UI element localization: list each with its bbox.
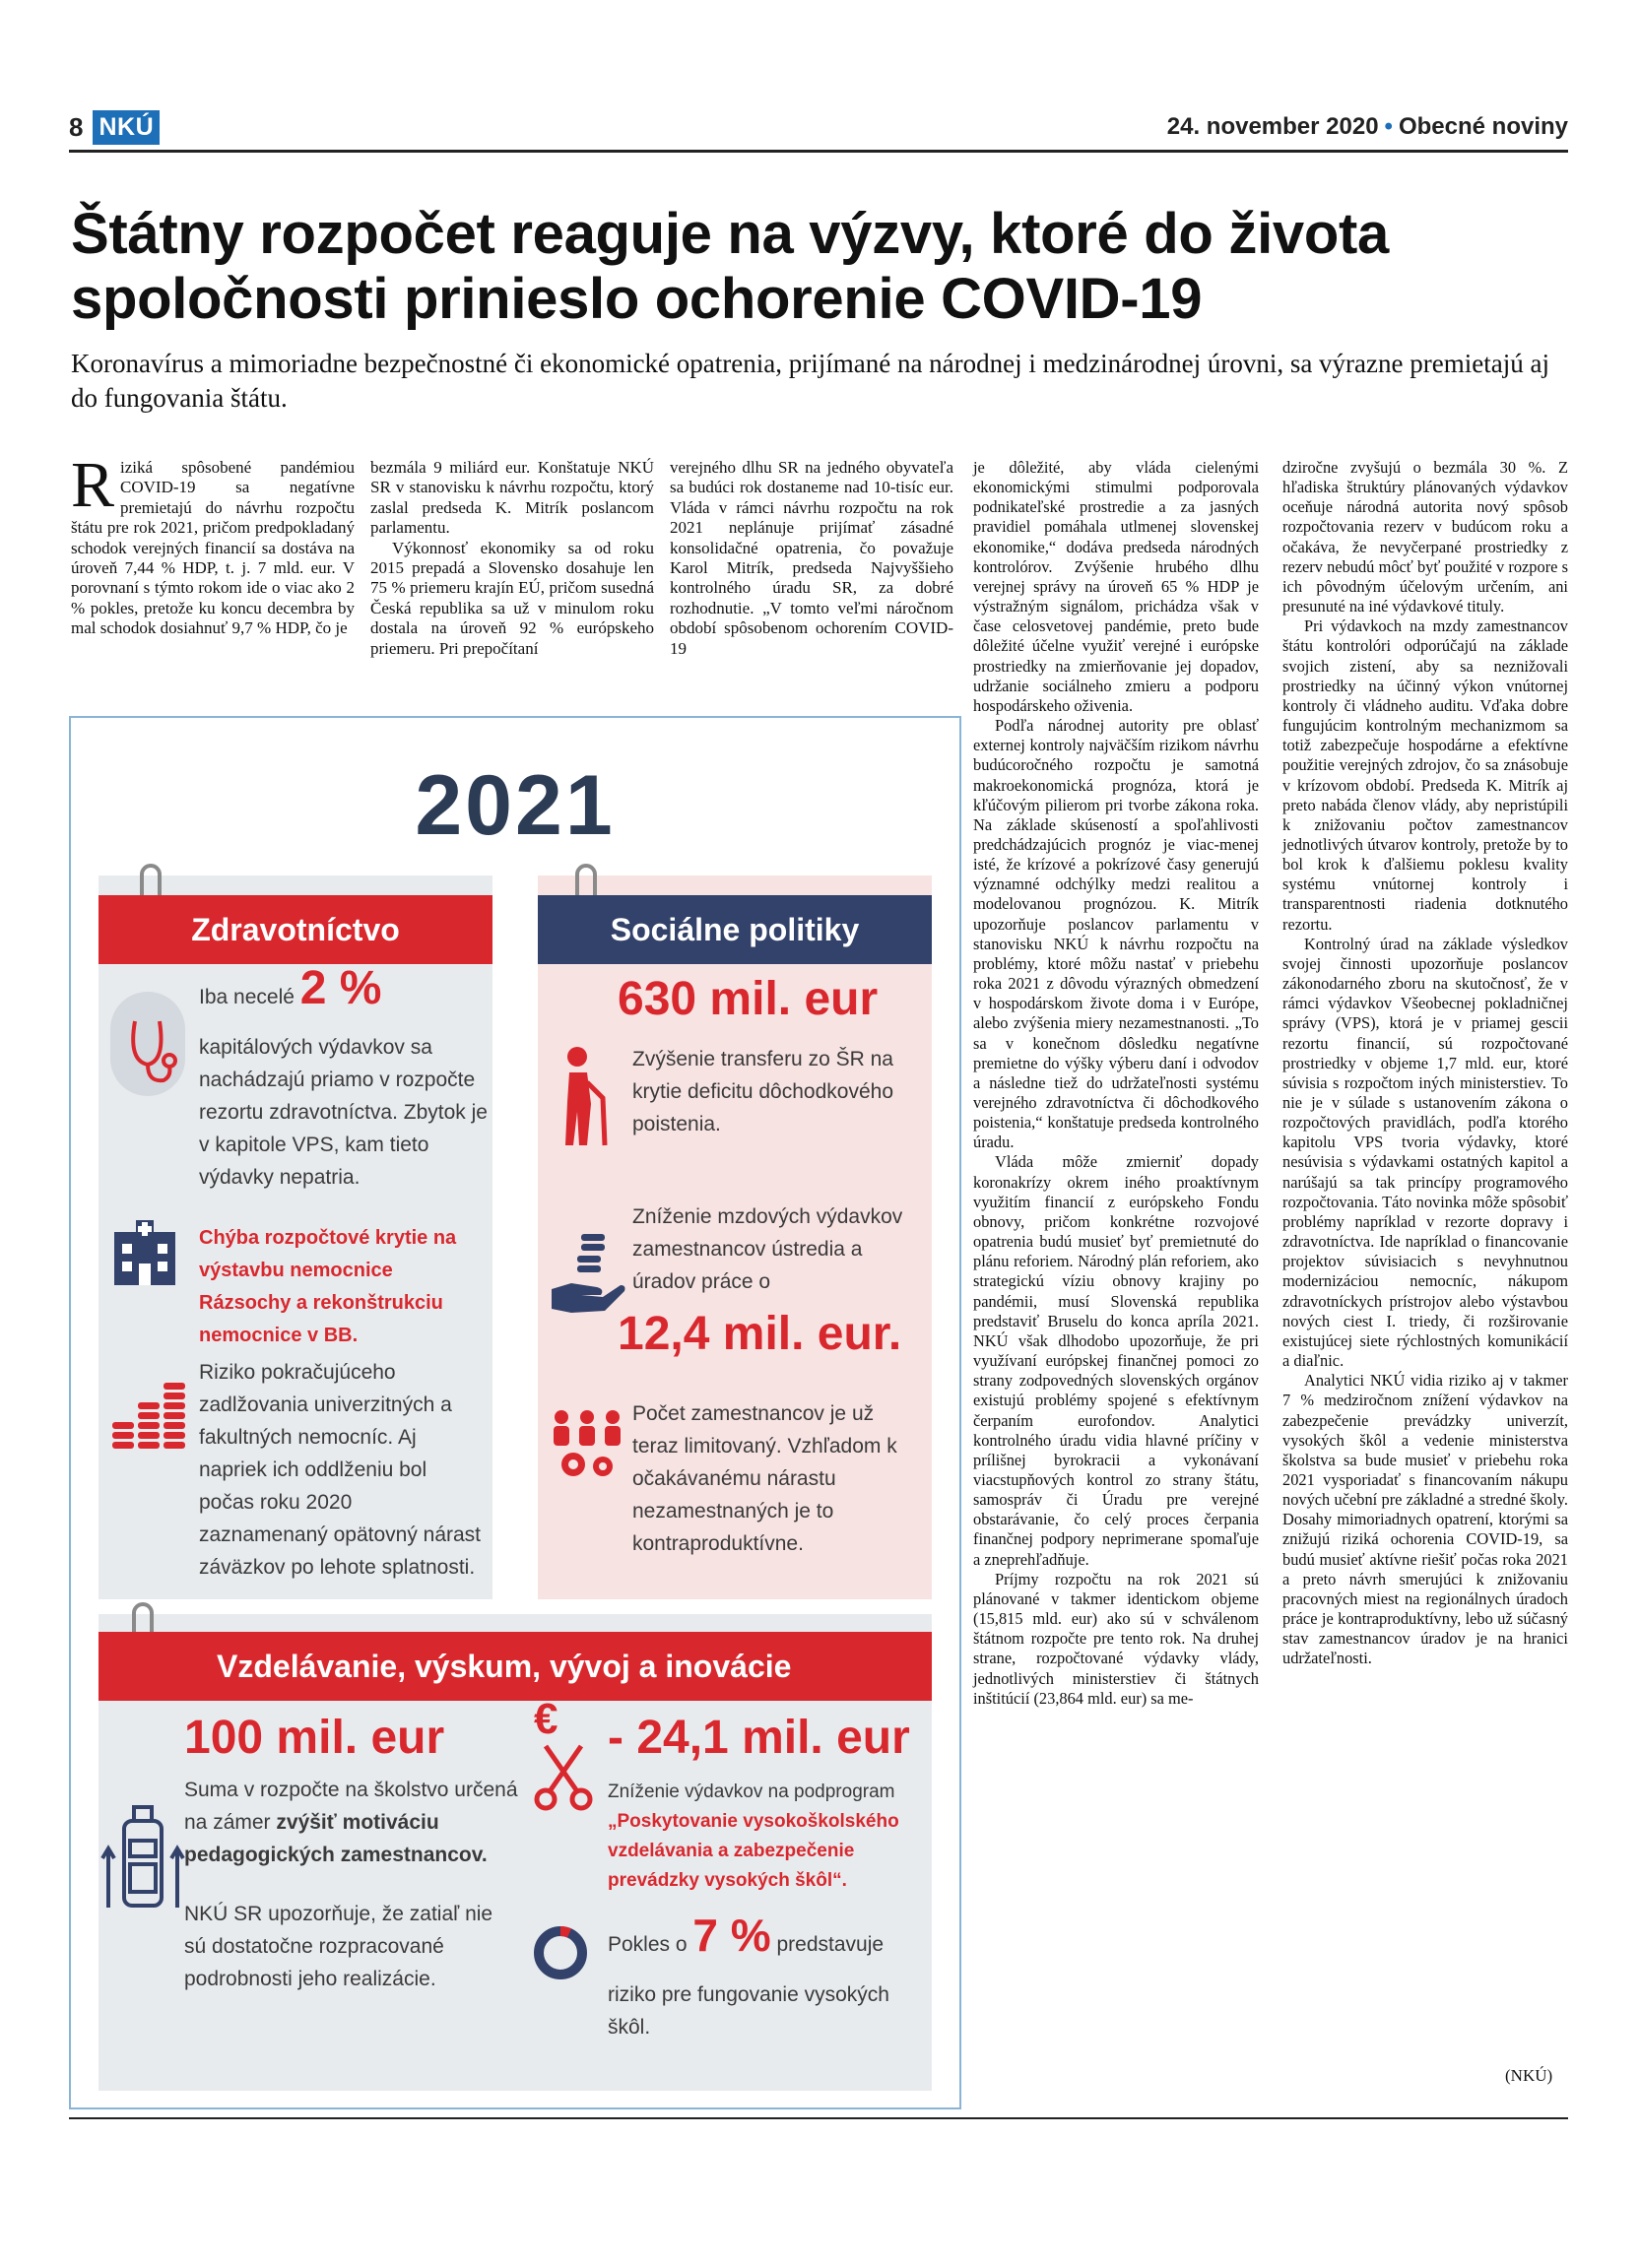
euro-sign-icon: € [534,1695,558,1743]
education-warning-text: NKÚ SR upozorňuje, že zatiaľ nie sú dostatočne rozpracované podrobnosti jeho realizácie. [184,1903,493,1990]
scissors-icon-graphic [534,1742,593,1811]
education-motivation-strong: zvýšiť motiváciu pedagogických zamestnancov. [184,1811,488,1866]
coin-stacks-icon [110,1373,189,1450]
social-big-figure-2: 12,4 mil. eur. [618,1308,902,1360]
health-capital-text: kapitálových výdavkov sa nachádzajú priamo v rozpočte rezortu zdravotníctva. Zbytok je v kapitole VPS, kam tieto výdavky nepatria. [199,1036,488,1189]
infographic-year: 2021 [415,758,616,853]
education-subprogram-text [608,1778,923,1896]
column-4 [973,458,1259,1709]
elderly-person-icon [548,1043,617,1151]
social-banner: Sociálne politiky [538,895,932,964]
drop-cap: R [71,449,115,521]
article-lead: Koronavírus a mimoriadne bezpečnostné či ekonomické opatrenia, prijímané na národnej i medzinárodnej úrovni, sa výrazne premietajú aj do fungovania štátu. [71,349,1549,413]
column-3 [670,458,953,659]
education-decline-risk: riziko pre fungovanie vysokých škôl. [608,1983,889,2039]
pie-chart-icon-graphic [532,1924,589,1981]
social-staff-text: Počet zamestnancov je už teraz limitovaný. Vzhľadom k očakávanému nárastu nezamestnaných je to kontraproduktívne. [632,1402,897,1555]
coin-stacks-icon-graphic [110,1373,189,1450]
header-dateline [1167,113,1568,141]
column-3-paragraph: verejného dlhu SR na jedného obyvateľa sa budúci rok dostaneme nad 10-tisíc eur. Vláda v rámci návrhu rozpočtu na rok 2021 neplánuje prijímať zásadné konsolidačné opatrenia, čo považuje Karol Mitrík, predseda Najvyššieho kontrolného úradu SR, za dobré rozhodnutie. „V tomto veľmi náročnom období spôsobenom ochorením COVID-19 [670,458,953,658]
school-backpack-icon [100,1791,185,1910]
column-2-paragraph-1: bezmála 9 miliárd eur. Konštatuje NKÚ SR v stanovisku k návrhu rozpočtu, ktorý zaslal predseda K. Mitrík poslancom parlamentu. [370,458,654,538]
column-4-paragraph-3: Vláda môže zmierniť dopady koronakrízy okrem iného proaktívnym využitím financií z európskeho Fondu obnovy, pričom konkrétne rozvojové opatrenia budú musieť byť premietnuté do plánu reforiem. Národný plán reforiem, ako strategickú víziu obnovy krajiny po pandémii, musí Slovenská republika predstaviť Bruselu do konca apríla 2021. NKÚ však dlhodobo upozorňuje, že pri využívaní európskej finančnej pomoci zo strany zodpovedných slovenských orgánov existujú problémy spojené s efektívnym čerpaním eurofondov. Analytici kontrolného úradu vidia hlavné príčiny v prílišnej byrokracii a vykonávaní viacstupňových kontrol zo strany štátu, samospráv či Úradu pre verejné obstarávanie, čo celý proces čerpania finančnej podpory neprimerane spomaľuje a zneprehľadňuje. [973,1152,1259,1569]
column-4-paragraph-1: je dôležité, aby vláda cielenými ekonomickými stimulmi podporovala podnikateľské prostredie a za jasných pravidiel pomáhala utlmenej slovenskej ekonomike,“ dodáva predseda národných kontrolórov. Zvýšenie hrubého dlhu verejnej správy na úroveň 65 % HDP je výstražným signálom, prichádza však v čase celosvetovej pandémie, preto bude dôležité účelne využiť verejné i európske prostriedky na zmierňovanie jej dopadov, udržanie sociálneho zmieru a podporu hospodárskeho oživenia. [973,458,1259,715]
article-signature: (NKÚ) [1505,2066,1553,2085]
column-5 [1282,458,1568,1669]
hand-coins-icon-graphic [548,1230,626,1319]
hospital-icon-graphic [110,1220,179,1289]
scissors-icon [534,1742,593,1811]
team-gears-icon [548,1407,626,1486]
education-banner: Vzdelávanie, výskum, vývoj a inovácie [98,1632,932,1701]
column-4-paragraph-4: Príjmy rozpočtu na rok 2021 sú plánované v takmer identickom objeme (15,815 mld. eur) ako sú v schválenom štátnom rozpočte pre tento rok. Na druhej strane, rozpočtované výdavky vlády, jednotlivých ministerstiev či štátnych inštitúcií (23,864 mld. eur) sa me- [973,1569,1259,1708]
page-number: 8 [69,111,84,142]
column-1 [71,449,355,639]
school-backpack-icon-graphic [100,1791,185,1910]
education-subprogram-name: „Poskytovanie vysokoškolského vzdelávania a zabezpečenie prevádzky vysokých škôl“. [608,1811,899,1891]
health-big-figure: 2 % [299,962,382,1014]
column-5-paragraph-3: Kontrolný úrad na základe výsledkov svojej činnosti upozorňuje poslancov zákonodarného zboru na skutočnosť, že v rámci výdavkov Všeobecnej pokladničnej správy (VPS), ktorá je v priamej gescii rezortu financií, sú rozpočtované prostriedky v objeme 1,7 mld. eur, ktoré súvisia s rozpočtom iných ministerstiev. To nie je v súlade s ustanovením zákona o rozpočtových pravidlách, podľa ktorého kapitolu VPS tvoria výdavky, ktoré nesúvisia s výdavkami ostatných kapitol a narúšajú sa tak princípy programového rozpočtovania. Táto novinka môže spôsobiť problémy napríklad v rezorte dopravy i zdravotníctva. Ide napríklad o financovanie projektov súvisiacich s nevyhnutnou modernizáciou nemocníc, nákupom zdravotníckych prístrojov alebo výstavbou nových ciest I. triedy, či rozširovanie existujúcej siete rýchlostných komunikácií a diaľnic. [1282,934,1568,1371]
column-1-text: iziká spôsobené pandémiou COVID-19 sa negatívne premietajú do návrhu rozpočtu štátu pre rok 2021, pričom predpokladaný schodok verejných financií sa dostáva na úroveň 7,44 % HDP, t. j. 7 mld. eur. V porovnaní s týmto rokom ide o viac ako 2 % pokles, pretože ku koncu decembra by mal schodok dosiahnuť 9,7 % HDP, čo je [71,458,355,638]
health-pre-label: Iba necelé [199,986,295,1008]
issue-date: 24. november 2020 [1166,113,1379,140]
stethoscope-icon-graphic [110,992,185,1096]
education-decline-text [608,1910,933,1961]
header-left [69,110,160,145]
separator-dot: • [1384,113,1393,140]
health-risk-text: Riziko pokračujúceho zadlžovania univerzitných a fakultných nemocníc. Aj napriek ich oddlženiu bol počas roku 2020 zaznamenaný opätovný nárast záväzkov po lehote splatnosti. [199,1361,482,1579]
education-motivation-text [184,1774,529,1871]
education-decline-post: predstavuje [776,1933,885,1956]
publication-name: Obecné noviny [1398,113,1568,140]
article-headline: Štátny rozpočet reaguje na výzvy, ktoré do života spoločnosti prinieslo ochorenie COVID-19 [71,202,1389,331]
education-decline-figure: 7 % [692,1910,771,1961]
social-transfer-text: Zvýšenie transferu zo ŠR na krytie deficitu dôchodkového poistenia. [632,1048,893,1135]
column-4-paragraph-2: Podľa národnej autority pre oblasť externej kontroly najväčším rizikom návrhu budúcoročného rozpočtu je samotná makroekonomická prognóza, ktorá je kľúčovým pilierom pri tvorbe zákona roka. Na základe skúseností a spoľahlivosti predchádzajúcich prognóz je viac-menej isté, že krízové a pokrízové časy generujú významné odchýlky medzi realitou a modelovanou prognózou. K. Mitrík upozorňuje poslancov parlamentu v stanovisku NKÚ k návrhu rozpočtu na problémy, ktoré môžu nastať v priebehu roka 2021 z dôvodu výrazných obmedzení v hospodárskom živote doma i v Európe, alebo zvýšenia miery nezamestnanosti. „To sa v konečnom dôsledku negatívne premietne do výšky výberu daní i odvodov a následne tiež do udržateľnosti systému verejného zdravotníctva či dôchodkového poistenia,“ konštatuje predseda kontrolného úradu. [973,716,1259,1152]
education-big-figure-2: - 24,1 mil. eur [608,1712,910,1764]
column-5-paragraph-1: dziročne zvyšujú o bezmála 30 %. Z hľadiska štruktúry plánovaných výdavkov oceňuje národná autorita nový spôsob rozpočtovania rezerv v budúcom roku a očakáva, že nevyčerpané prostriedky z rezerv nebudú môcť byť použité v rozpore s ich pôvodným účelovým určením, ani presunuté na iné výdavkové tituly. [1282,458,1568,616]
social-wage-text: Zníženie mzdových výdavkov zamestnancov ústredia a úradov práce o [632,1205,903,1293]
column-1-paragraph [71,449,355,639]
social-big-figure-1: 630 mil. eur [618,973,879,1025]
column-5-paragraph-4: Analytici NKÚ vidia riziko aj v takmer 7 % medziročnom znížení výdavkov na zabezpečenie prevádzky univerzít, vysokých škôl a vedenie ministerstva školstva sa bude musieť v priebehu roka 2021 vysporiadať s financovaním nákupu nových učební pre základné a stredné školy. Dosahy mimoriadnych opatrení, ktorými sa znižujú riziká ochorenia COVID-19, sa budú musieť aktívne riešiť počas roka 2021 a preto návrh smerujúci k znižovaniu pracovných miest na regionálnych úradoch práce je kontraproduktívny, lebo už súčasný stav zamestnancov úradov je na hranici udržateľnosti. [1282,1371,1568,1668]
column-2-paragraph-2: Výkonnosť ekonomiky sa od roku 2015 prepadá a Slovensko dosahuje len 75 % priemeru krajín EÚ, pričom susedná Česká republika sa už v minulom roku dostala na úroveň 92 % európskeho priemeru. Pri prepočítaní [370,538,654,658]
health-banner: Zdravotníctvo [98,895,492,964]
header-rule [69,150,1568,153]
pie-chart-icon [532,1924,589,1981]
education-big-figure-1: 100 mil. eur [184,1712,445,1764]
stethoscope-icon [110,992,185,1096]
column-2 [370,458,654,659]
hospital-icon [110,1220,179,1289]
elderly-person-icon-graphic [548,1043,617,1151]
hand-coins-icon [548,1230,626,1319]
education-subprogram-pre: Zníženie výdavkov na podprogram [608,1782,895,1802]
page-header [69,106,1568,148]
nku-logo: NKÚ [93,110,160,145]
health-pre-text [199,962,485,1014]
column-5-paragraph-2: Pri výdavkoch na mzdy zamestnancov štátu kontrolóri odporúčajú na základe svojich zistení, aby sa neznižovali prostriedky na účinný výkon vnútornej kontroly či vládneho auditu. Vďaka dobre fungujúcim kontrolným mechanizmom sa totiž zabezpečuje hospodárne a efektívne použitie verejných zdrojov, čo sa znásobuje v krízovom období. Predseda K. Mitrík aj preto nabáda členov vlády, aby nepristúpili k znižovaniu počtov zamestnancov jednotlivých útvarov kontroly, pretože by to bol krok k ďalšiemu poklesu kvality systému vnútornej kontroly i transparentnosti riadenia dotknutého rezortu. [1282,616,1568,934]
team-gears-icon-graphic [548,1407,626,1486]
budget-infographic [69,716,961,2109]
health-missing-text: Chýba rozpočtové krytie na výstavbu nemocnice Rázsochy a rekonštrukciu nemocnice v BB. [199,1227,457,1346]
education-decline-pre: Pokles o [608,1933,688,1956]
footer-rule [69,2117,1568,2119]
education-motivation-pre: Suma v rozpočte na školstvo určená na zámer [184,1779,518,1834]
